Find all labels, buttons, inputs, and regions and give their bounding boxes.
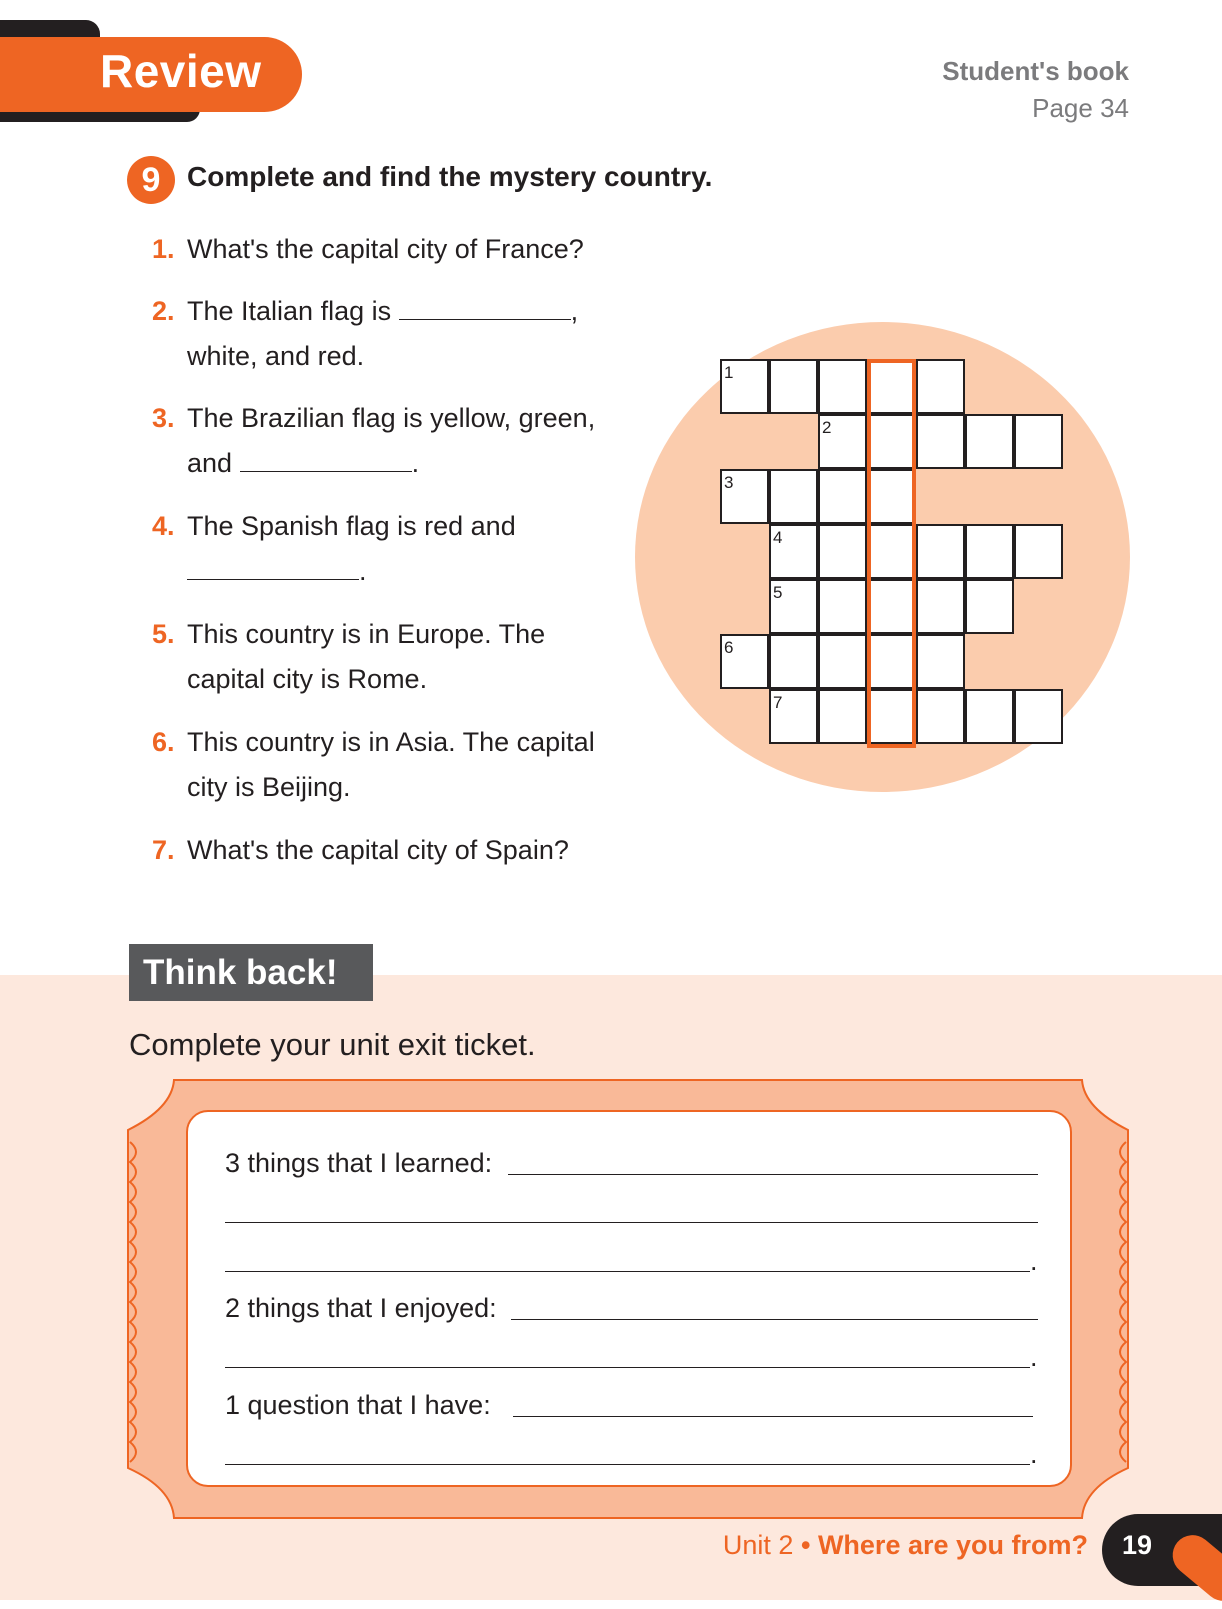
learned-label: 3 things that I learned:: [225, 1148, 493, 1178]
learned-line-1[interactable]: [508, 1174, 1038, 1175]
crossword-cell[interactable]: [916, 524, 965, 579]
book-reference: [942, 56, 1129, 124]
page-title: Review: [100, 45, 262, 97]
crossword-cell[interactable]: [1014, 524, 1063, 579]
learned-line-2[interactable]: [225, 1222, 1038, 1223]
crossword-cell[interactable]: [769, 634, 818, 689]
clue-text-line2: white, and red.: [187, 341, 365, 371]
exercise-instruction: Complete and find the mystery country.: [187, 161, 713, 192]
crossword-cell[interactable]: [1014, 689, 1063, 744]
crossword-number: 6: [724, 638, 734, 657]
crossword-cell[interactable]: [818, 359, 867, 414]
crossword-cell[interactable]: [818, 634, 867, 689]
enjoyed-line-2[interactable]: [225, 1367, 1030, 1368]
crossword-cell[interactable]: [1014, 414, 1063, 469]
clue-6: [152, 720, 622, 810]
question-line-1[interactable]: [513, 1416, 1033, 1417]
clue-1: [152, 227, 622, 272]
crossword-number: 4: [773, 528, 783, 547]
crossword-number: 2: [822, 418, 832, 437]
crossword-cell[interactable]: [916, 634, 965, 689]
crossword-cell[interactable]: [916, 414, 965, 469]
clue-4: 4. The Spanish flag is red and .: [152, 504, 622, 594]
crossword-number: 7: [773, 693, 783, 712]
enjoyed-label: 2 things that I enjoyed:: [225, 1293, 497, 1323]
clue-text-line2: city is Beijing.: [187, 772, 351, 802]
clue-text: What's the capital city of Spain?: [187, 835, 569, 865]
clue-7: [152, 828, 622, 873]
question-line-2[interactable]: [225, 1464, 1030, 1465]
footer-unit-label: Unit 2: [722, 1530, 794, 1560]
page-number: 19: [1121, 1530, 1153, 1560]
clue-2: 2. The Italian flag is , white, and red.: [152, 289, 622, 379]
think-back-instruction: Complete your unit exit ticket.: [129, 1027, 536, 1062]
clue-number: 6.: [152, 727, 175, 757]
crossword-cell[interactable]: [916, 359, 965, 414]
clue-number: 1.: [152, 234, 175, 264]
clue-text: The Brazilian flag is yellow, green,: [187, 403, 596, 433]
answer-blank[interactable]: [399, 293, 571, 320]
answer-blank[interactable]: [187, 553, 359, 580]
answer-blank[interactable]: [240, 445, 412, 472]
crossword-cell[interactable]: [769, 469, 818, 524]
clue-text-line2: and: [187, 448, 233, 478]
clue-text: This country is in Europe. The: [187, 619, 546, 649]
clue-number: 7.: [152, 835, 175, 865]
enjoyed-line-1[interactable]: [511, 1319, 1038, 1320]
crossword-cell[interactable]: [818, 524, 867, 579]
crossword-cell[interactable]: [965, 579, 1014, 634]
crossword-number: 5: [773, 583, 783, 602]
crossword-cell[interactable]: [916, 689, 965, 744]
clue-text: The Spanish flag is red and: [187, 511, 516, 541]
mystery-word-column: [867, 359, 916, 748]
clue-3: 3. The Brazilian flag is yellow, green, and .: [152, 396, 622, 486]
crossword-cell[interactable]: [769, 359, 818, 414]
think-back-label: Think back!: [129, 944, 373, 1001]
question-label: 1 question that I have:: [225, 1390, 491, 1420]
exercise-number-badge: 9: [127, 156, 175, 204]
footer-unit-title: Where are you from?: [817, 1530, 1088, 1560]
crossword-cell[interactable]: [818, 469, 867, 524]
book-page: Page 34: [1032, 93, 1129, 123]
learned-line-3[interactable]: [225, 1271, 1030, 1272]
crossword-cell[interactable]: [818, 579, 867, 634]
clue-5: [152, 612, 622, 702]
clue-text-line2: capital city is Rome.: [187, 664, 428, 694]
exit-ticket-card: 3 things that I learned: . 2 things that I enjoyed: . 1 question that I have: .: [186, 1110, 1072, 1487]
clue-number: 2.: [152, 296, 175, 326]
clue-text: This country is in Asia. The capital: [187, 727, 595, 757]
clue-number: 4.: [152, 511, 175, 541]
footer-unit: [723, 1530, 1088, 1561]
clue-text: What's the capital city of France?: [187, 234, 584, 264]
clue-text: The Italian flag is: [187, 296, 392, 326]
crossword-cell[interactable]: [965, 414, 1014, 469]
crossword-number: 1: [724, 363, 734, 382]
clue-number: 3.: [152, 403, 175, 433]
crossword-cell[interactable]: [818, 689, 867, 744]
footer-bullet: •: [800, 1530, 811, 1560]
crossword-cell[interactable]: [965, 689, 1014, 744]
crossword-cell[interactable]: [916, 579, 965, 634]
clue-number: 5.: [152, 619, 175, 649]
crossword-cell[interactable]: [965, 524, 1014, 579]
book-name: Student's book: [942, 56, 1129, 86]
crossword-number: 3: [724, 473, 734, 492]
